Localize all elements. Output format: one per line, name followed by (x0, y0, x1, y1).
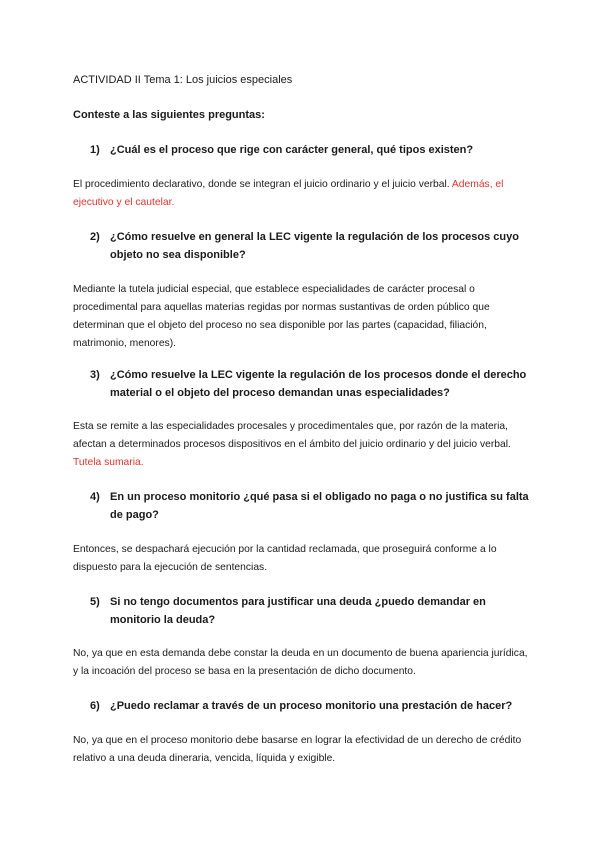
question-text: En un proceso monitorio ¿qué pasa si el obligado no paga o no justifica su falta de pago? (110, 491, 529, 521)
answer-text: No, ya que en el proceso monitorio debe basarse en lograr la efectividad de un derecho de crédito relativo a una deuda dineraria, vencida, líquida y exigible. (73, 735, 522, 764)
instructions-heading: Conteste a las siguientes preguntas: (73, 109, 265, 121)
answer-text: Entonces, se despachará ejecución por la cantidad reclamada, que proseguirá conforme a lo dispuesto para la ejecución de sentencias. (73, 544, 497, 573)
answer-text: El procedimiento declarativo, donde se integran el juicio ordinario y el juicio verbal. (73, 179, 450, 190)
answer-text: Esta se remite a las especialidades procesales y procedimentales que, por razón de la materia, afectan a determinados procesos dispositivos en el ámbito del juicio ordinario y del juicio verbal. (73, 421, 511, 450)
question-5 (90, 593, 530, 629)
question-4 (90, 488, 530, 524)
question-6 (90, 697, 530, 715)
answer-1 (73, 176, 535, 212)
answer-note: Tutela sumaria. (73, 457, 144, 468)
answer-text: No, ya que en esta demanda debe constar la deuda en un documento de buena apariencia jurídica, y la incoación del proceso se basa en la presentación de dicho documento. (73, 648, 528, 677)
document-title: ACTIVIDAD II Tema 1: Los juicios especiales (73, 74, 293, 86)
answer-4 (73, 541, 535, 577)
question-1 (90, 141, 530, 159)
question-number: 6) (90, 700, 100, 712)
question-number: 4) (90, 491, 100, 503)
answer-5 (73, 645, 535, 681)
answer-6 (73, 732, 535, 768)
question-number: 5) (90, 596, 100, 608)
question-text: ¿Puedo reclamar a través de un proceso monitorio una prestación de hacer? (110, 700, 513, 712)
answer-3 (73, 418, 535, 472)
answer-note: Además, el ejecutivo y el cautelar. (73, 179, 504, 208)
question-text: ¿Cómo resuelve en general la LEC vigente la regulación de los procesos cuyo objeto no sea disponible? (110, 231, 519, 261)
question-3 (90, 366, 530, 402)
question-number: 1) (90, 144, 100, 156)
question-text: Si no tengo documentos para justificar una deuda ¿puedo demandar en monitorio la deuda? (110, 596, 486, 626)
question-number: 2) (90, 231, 100, 243)
answer-2 (73, 281, 535, 353)
answer-text: Mediante la tutela judicial especial, que establece especialidades de carácter procesal o procedimental para aquellas materias regidas por normas sustantivas de orden público que determinan que el objeto del proceso no sea disponible por las partes (capacidad, filiación, matrimonio, menores). (73, 284, 490, 349)
question-text: ¿Cuál es el proceso que rige con carácter general, qué tipos existen? (110, 144, 474, 156)
question-number: 3) (90, 369, 100, 381)
question-2 (90, 228, 530, 264)
question-text: ¿Cómo resuelve la LEC vigente la regulación de los procesos donde el derecho material o el objeto del proceso demandan unas especialidades? (110, 369, 527, 399)
